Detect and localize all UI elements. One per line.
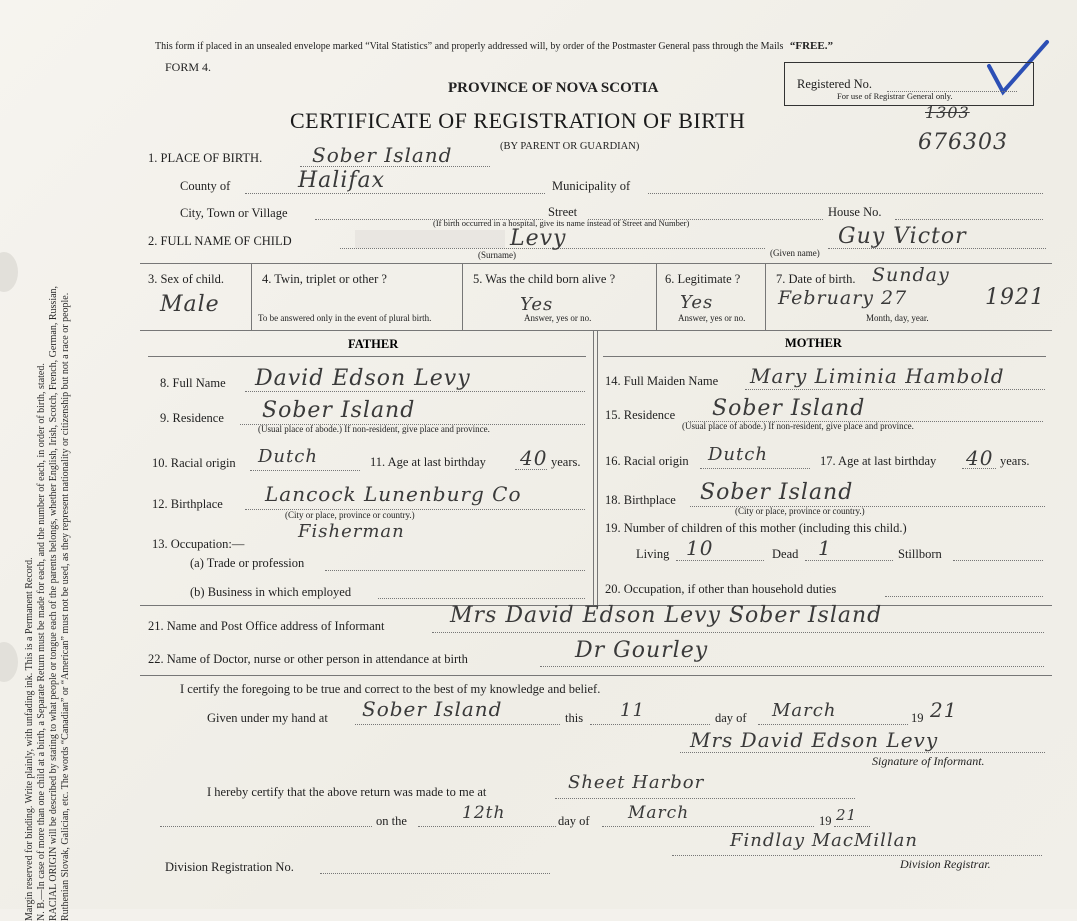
registration-place-value: Sheet Harbor xyxy=(568,772,705,793)
on-the-label: on the xyxy=(376,814,407,828)
dotted-line xyxy=(418,826,556,827)
dotted-line xyxy=(355,724,560,725)
registered-number-struck: 1303 xyxy=(925,103,970,122)
rule xyxy=(148,356,586,357)
date-of-birth-note: Month, day, year. xyxy=(866,313,929,323)
rule xyxy=(765,263,766,330)
mother-birthplace-label: 18. Birthplace xyxy=(605,493,676,507)
dotted-line xyxy=(245,193,545,194)
registrar-certification: I hereby certify that the above return was made to me at xyxy=(207,785,487,799)
mother-name-value: Mary Liminia Hambold xyxy=(750,364,1005,388)
born-alive-label: 5. Was the child born alive ? xyxy=(473,272,616,286)
registered-number: 676303 xyxy=(918,130,1008,155)
dotted-line xyxy=(758,724,908,725)
rule xyxy=(251,263,252,330)
date-of-birth-year: 1921 xyxy=(985,285,1045,310)
municipality-label: Municipality of xyxy=(552,179,631,193)
certificate-title: CERTIFICATE OF REGISTRATION OF BIRTH xyxy=(290,108,746,133)
dotted-line xyxy=(160,826,372,827)
dotted-line xyxy=(555,798,855,799)
father-racial-value: Dutch xyxy=(258,446,318,467)
mother-name-label: 14. Full Maiden Name xyxy=(605,374,719,388)
date-of-birth-label: 7. Date of birth. xyxy=(776,272,856,286)
registrar-signature: Findlay MacMillan xyxy=(730,830,919,851)
mother-residence-label: 15. Residence xyxy=(605,408,676,422)
father-heading: FATHER xyxy=(348,337,399,351)
dotted-line xyxy=(602,826,814,827)
stillborn-label: Stillborn xyxy=(898,547,942,561)
living-value: 10 xyxy=(686,536,714,560)
dotted-line xyxy=(325,570,585,571)
this-label: this xyxy=(565,711,584,725)
rule xyxy=(603,356,1046,357)
dead-value: 1 xyxy=(818,536,832,560)
given-place-value: Sober Island xyxy=(362,697,503,721)
rule xyxy=(593,330,594,605)
business-label: (b) Business in which employed xyxy=(190,585,352,599)
side-note-line: RACIAL ORIGIN will be described by stating to what people or tongue each of the parents belongs, whether English, Irish, Scotch, French, German, Russian, xyxy=(48,285,59,921)
given-under-label: Given under my hand at xyxy=(207,711,328,725)
side-note-line: N. B.—In case of more than one child at a birth, a Separate Return must be made for each, and the number of each, in order of birth, stated. xyxy=(36,363,47,921)
informant-value: Mrs David Edson Levy Sober Island xyxy=(450,603,883,628)
mother-age-years: years. xyxy=(1000,454,1030,468)
mother-occupation-label: 20. Occupation, if other than household duties xyxy=(605,582,837,596)
legitimate-value: Yes xyxy=(680,292,714,313)
born-alive-note: Answer, yes or no. xyxy=(524,313,592,323)
side-note-line: Margin reserved for binding. Write plainly, with unfading ink. This is a Permanent Record. xyxy=(24,557,35,921)
dotted-line xyxy=(378,598,585,599)
father-residence-note: (Usual place of abode.) If non-resident, give place and province. xyxy=(258,424,490,434)
father-residence-label: 9. Residence xyxy=(160,411,224,425)
dotted-line xyxy=(672,855,1042,856)
informant-certification: I certify the foregoing to be true and correct to the best of my knowledge and belief. xyxy=(180,682,601,696)
dotted-line xyxy=(953,560,1043,561)
father-name-label: 8. Full Name xyxy=(160,376,226,390)
mother-residence-value: Sober Island xyxy=(712,396,866,421)
rule xyxy=(140,330,1052,331)
dotted-line xyxy=(700,468,810,469)
hospital-note: (If birth occurred in a hospital, give its name instead of Street and Number) xyxy=(433,218,690,228)
division-registration-label: Division Registration No. xyxy=(165,860,294,874)
dotted-line xyxy=(680,752,1045,753)
day-of-label: day of xyxy=(715,711,747,725)
legitimate-note: Answer, yes or no. xyxy=(678,313,746,323)
date-of-birth-day: Sunday xyxy=(872,264,950,286)
mother-birthplace-value: Sober Island xyxy=(700,480,854,505)
dotted-line xyxy=(250,470,360,471)
father-occupation-value: Fisherman xyxy=(298,521,405,542)
place-of-birth-label: 1. PLACE OF BIRTH. xyxy=(148,151,263,165)
binding-hole xyxy=(0,252,18,292)
father-age-value: 40 xyxy=(520,446,548,470)
dotted-line xyxy=(745,389,1045,390)
mail-notice-text: This form if placed in an unsealed envelope marked “Vital Statistics” and properly addressed will, by order of the Postmaster General pass through the Mails xyxy=(155,41,784,52)
city-label: City, Town or Village xyxy=(180,206,288,220)
binding-hole xyxy=(0,642,18,682)
county-value: Halifax xyxy=(298,168,386,193)
dotted-line xyxy=(432,632,1044,633)
father-residence-value: Sober Island xyxy=(262,398,416,423)
informant-signature: Mrs David Edson Levy xyxy=(690,728,939,752)
county-label: County of xyxy=(180,179,231,193)
father-age-label: 11. Age at last birthday xyxy=(370,455,486,469)
rule xyxy=(656,263,657,330)
born-alive-value: Yes xyxy=(520,294,554,315)
father-birthplace-label: 12. Birthplace xyxy=(152,497,223,511)
dotted-line xyxy=(245,391,585,392)
children-count-label: 19. Number of children of this mother (including this child.) xyxy=(605,521,907,535)
registrar-note: For use of Registrar General only. xyxy=(837,91,953,101)
legitimate-label: 6. Legitimate ? xyxy=(665,272,741,286)
given-month-value: March xyxy=(772,700,837,721)
mother-age-label: 17. Age at last birthday xyxy=(820,454,937,468)
dotted-line xyxy=(895,219,1043,220)
given-year-value: 21 xyxy=(930,698,958,722)
sex-value: Male xyxy=(160,292,220,317)
mother-residence-note: (Usual place of abode.) If non-resident, give place and province. xyxy=(682,421,914,431)
side-note-line: Ruthenian Slovak, Galician, etc. The words “Canadian” or “American” must not be used, as they represent nationality or citizenship but not a race or people. xyxy=(60,292,71,921)
province-heading: PROVINCE OF NOVA SCOTIA xyxy=(448,80,659,96)
free-label: “FREE.” xyxy=(789,40,833,52)
registered-label: Registered No. xyxy=(797,77,872,91)
mail-notice xyxy=(155,40,833,52)
street-label: Street xyxy=(548,205,578,219)
mother-age-value: 40 xyxy=(966,446,994,470)
sex-label: 3. Sex of child. xyxy=(148,272,225,286)
registrar-caption: Division Registrar. xyxy=(900,857,991,871)
father-racial-label: 10. Racial origin xyxy=(152,456,236,470)
child-given-name-value: Guy Victor xyxy=(838,224,967,249)
father-occupation-label: 13. Occupation:— xyxy=(152,537,245,551)
place-of-birth-value: Sober Island xyxy=(312,143,453,167)
dotted-line xyxy=(885,596,1043,597)
doctor-value: Dr Gourley xyxy=(575,638,709,663)
mother-racial-label: 16. Racial origin xyxy=(605,454,689,468)
surname-caption: (Surname) xyxy=(478,250,516,260)
registration-box xyxy=(784,62,1034,106)
child-surname-value: Levy xyxy=(510,226,567,251)
dotted-line xyxy=(320,873,550,874)
registration-year-prefix: 19 xyxy=(819,814,832,828)
child-name-label: 2. FULL NAME OF CHILD xyxy=(148,234,292,248)
dotted-line xyxy=(676,560,764,561)
form-number: FORM 4. xyxy=(165,60,212,74)
mother-racial-value: Dutch xyxy=(708,444,768,465)
father-birthplace-value: Lancock Lunenburg Co xyxy=(265,482,522,506)
trade-label: (a) Trade or profession xyxy=(190,556,305,570)
date-of-birth-value: February 27 xyxy=(778,287,908,309)
father-birthplace-note: (City or place, province or country.) xyxy=(285,510,415,520)
rule xyxy=(140,675,1052,676)
given-year-prefix: 19 xyxy=(911,711,924,725)
father-age-years: years. xyxy=(551,455,581,469)
dotted-line xyxy=(540,666,1044,667)
living-label: Living xyxy=(636,547,670,561)
twin-note: To be answered only in the event of plural birth. xyxy=(258,313,432,323)
rule xyxy=(597,330,598,605)
registration-month-value: March xyxy=(628,803,690,823)
dotted-line xyxy=(805,560,893,561)
father-name-value: David Edson Levy xyxy=(255,366,471,391)
house-number-label: House No. xyxy=(828,205,882,219)
registration-year-value: 21 xyxy=(836,806,858,824)
informant-label: 21. Name and Post Office address of Informant xyxy=(148,619,385,633)
dotted-line xyxy=(648,193,1043,194)
given-day-value: 11 xyxy=(620,700,645,721)
registration-day-value: 12th xyxy=(462,803,506,823)
signature-caption: Signature of Informant. xyxy=(872,754,985,768)
redacted-area xyxy=(355,230,505,248)
rule xyxy=(462,263,463,330)
registration-day-of-label: day of xyxy=(558,814,590,828)
dead-label: Dead xyxy=(772,547,799,561)
side-margin-note xyxy=(24,111,96,921)
dotted-line xyxy=(834,826,870,827)
dotted-line xyxy=(590,724,710,725)
mother-heading: MOTHER xyxy=(785,336,842,350)
doctor-label: 22. Name of Doctor, nurse or other person in attendance at birth xyxy=(148,652,468,666)
twin-label: 4. Twin, triplet or other ? xyxy=(262,272,387,286)
certificate-subtitle: (BY PARENT OR GUARDIAN) xyxy=(500,141,640,152)
mother-birthplace-note: (City or place, province or country.) xyxy=(735,506,865,516)
given-name-caption: (Given name) xyxy=(770,248,820,258)
